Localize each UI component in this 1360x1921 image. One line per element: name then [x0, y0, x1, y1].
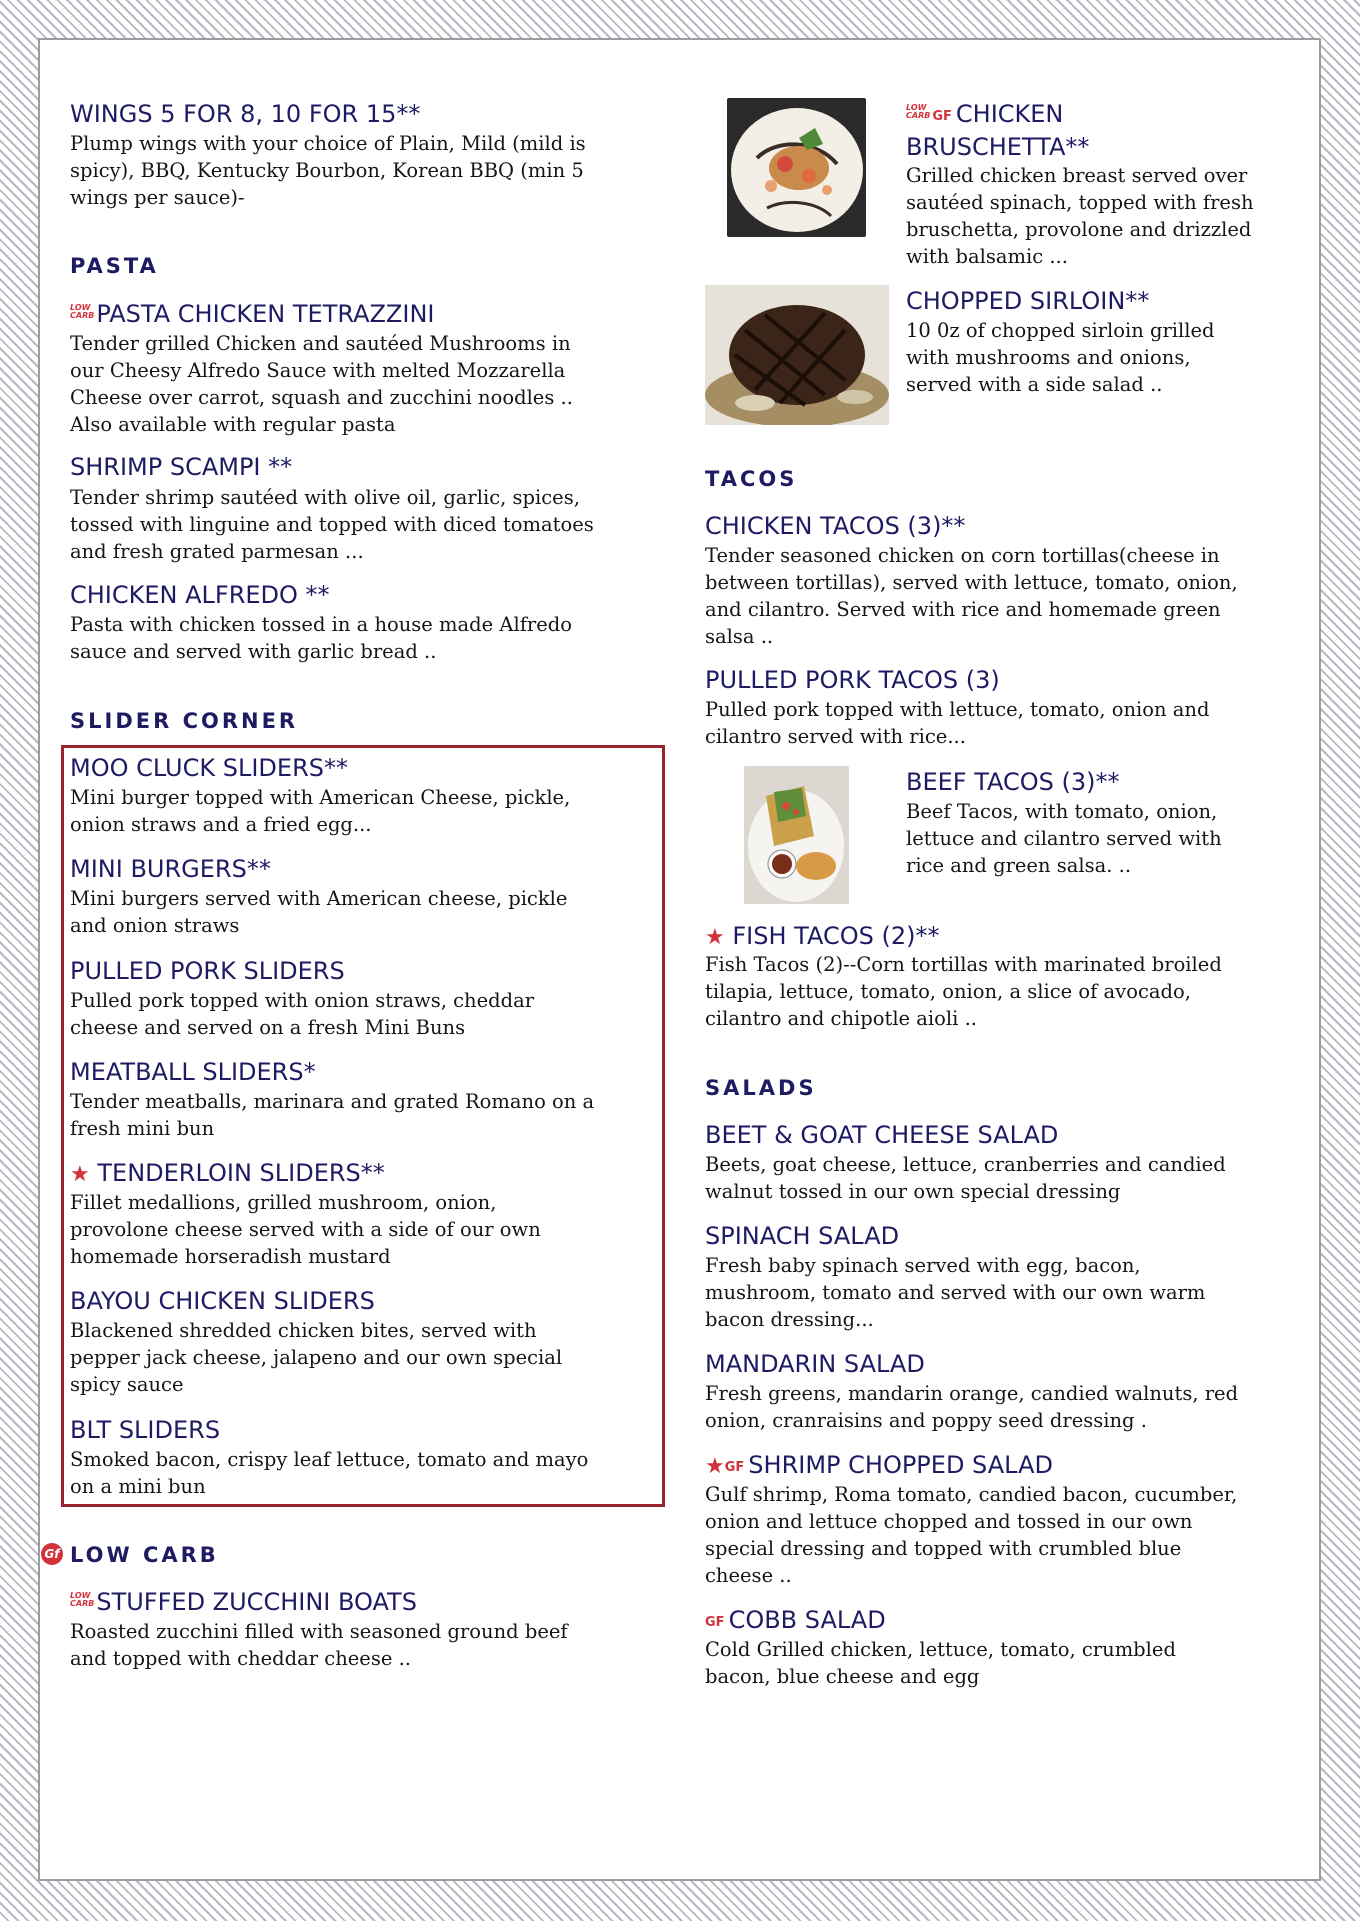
gf-icon: GF — [705, 1615, 725, 1630]
item-title-tenderloin-sliders: ★ TENDERLOIN SLIDERS** — [70, 1159, 385, 1187]
gf-icon: GF — [724, 1460, 745, 1475]
item-title-meatball-sliders: MEATBALL SLIDERS* — [70, 1058, 316, 1086]
item-title-beef-tacos: BEEF TACOS (3)** — [906, 768, 1120, 796]
item-title-chicken-tacos: CHICKEN TACOS (3)** — [705, 512, 966, 540]
item-title-spinach-salad: SPINACH SALAD — [705, 1222, 900, 1250]
salads-heading: SALADS — [705, 1076, 817, 1100]
item-desc-fish-tacos: Fish Tacos (2)--Corn tortillas with marinated broiled tilapia, lettuce, tomato, onion, a slice of avocado, cilantro and chipotle aioli .. — [705, 953, 1222, 1030]
item-desc-mandarin-salad: Fresh greens, mandarin orange, candied walnuts, red onion, cranraisins and poppy seed dressing . — [705, 1382, 1239, 1432]
tacos-heading: TACOS — [705, 467, 798, 491]
item-title-chicken-alfredo: CHICKEN ALFREDO ** — [70, 581, 330, 609]
item-desc-moo-cluck: Mini burger topped with American Cheese, pickle, onion straws and a fried egg... — [70, 786, 571, 836]
item-desc-shrimp-chopped: Gulf shrimp, Roma tomato, candied bacon, cucumber, onion and lettuce chopped and tossed in our own special dressing and topped with crumbled blue cheese .. — [705, 1483, 1238, 1587]
item-desc-tenderloin-sliders: Fillet medallions, grilled mushroom, onion, provolone cheese served with a side of our own homemade horseradish mustard — [70, 1191, 541, 1268]
item-title-mini-burgers: MINI BURGERS** — [70, 855, 271, 883]
item-title-cobb-salad: GF COBB SALAD — [705, 1605, 886, 1638]
item-title-fish-tacos: ★ FISH TACOS (2)** — [705, 922, 940, 950]
item-title-pulled-pork-tacos: PULLED PORK TACOS (3) — [705, 666, 1000, 694]
item-desc-zucchini-boats: Roasted zucchini filled with seasoned ground beef and topped with cheddar cheese .. — [70, 1620, 568, 1670]
item-desc-chicken-tacos: Tender seasoned chicken on corn tortillas(cheese in between tortillas), served with lettuce, tomato, onion, and cilantro. Served with rice and homemade green salsa .. — [705, 544, 1238, 648]
item-desc-meatball-sliders: Tender meatballs, marinara and grated Romano on a fresh mini bun — [70, 1090, 595, 1140]
low-carb-icon: LOW CARB — [70, 1591, 95, 1608]
item-desc-cobb-salad: Cold Grilled chicken, lettuce, tomato, crumbled bacon, blue cheese and egg — [705, 1638, 1176, 1688]
item-title-bayou-chicken: BAYOU CHICKEN SLIDERS — [70, 1287, 375, 1315]
wings-title: WINGS 5 FOR 8, 10 FOR 15** — [70, 100, 421, 128]
item-desc-spinach-salad: Fresh baby spinach served with egg, bacon, mushroom, tomato and served with our own warm bacon dressing... — [705, 1254, 1206, 1331]
star-icon: ★ — [70, 1162, 90, 1187]
item-desc-beet-goat: Beets, goat cheese, lettuce, cranberries and candied walnut tossed in our own special dressing — [705, 1153, 1226, 1203]
item-title-shrimp-scampi: SHRIMP SCAMPI ** — [70, 453, 293, 481]
item-desc-pulled-pork-sliders: Pulled pork topped with onion straws, cheddar cheese and served on a fresh Mini Buns — [70, 989, 535, 1039]
sirloin-photo — [705, 285, 889, 425]
item-desc-blt-sliders: Smoked bacon, crispy leaf lettuce, tomato and mayo on a mini bun — [70, 1448, 589, 1498]
item-desc-tetrazzini: Tender grilled Chicken and sautéed Mushrooms in our Cheesy Alfredo Sauce with melted Mozzarella Cheese over carrot, squash and zucchini noodles .. Also available with regular pasta — [70, 332, 573, 436]
gf-icon: GF — [932, 109, 952, 124]
item-desc-pulled-pork-tacos: Pulled pork topped with lettuce, tomato, onion and cilantro served with rice... — [705, 698, 1210, 748]
item-desc-mini-burgers: Mini burgers served with American cheese, pickle and onion straws — [70, 887, 568, 937]
item-title-mandarin-salad: MANDARIN SALAD — [705, 1350, 925, 1378]
item-title-tetrazzini: LOW CARBPASTA CHICKEN TETRAZZINI — [70, 300, 435, 328]
item-title-bruschetta: LOW CARB GF CHICKEN BRUSCHETTA** — [906, 100, 1090, 161]
item-desc-bayou-chicken: Blackened shredded chicken bites, served with pepper jack cheese, jalapeno and our own special spicy sauce — [70, 1319, 563, 1396]
low-carb-icon: LOW CARB — [906, 103, 931, 120]
item-desc-beef-tacos: Beef Tacos, with tomato, onion, lettuce and cilantro served with rice and green salsa. .. — [906, 800, 1222, 877]
star-icon: ★ — [705, 925, 725, 950]
item-title-shrimp-chopped: ★GF SHRIMP CHOPPED SALAD — [705, 1450, 1053, 1483]
item-title-chopped-sirloin: CHOPPED SIRLOIN** — [906, 287, 1150, 315]
item-desc-chicken-alfredo: Pasta with chicken tossed in a house made Alfredo sauce and served with garlic bread .. — [70, 613, 573, 663]
item-title-pulled-pork-sliders: PULLED PORK SLIDERS — [70, 957, 345, 985]
beef-tacos-photo — [744, 766, 849, 904]
pasta-heading: PASTA — [70, 254, 159, 278]
item-desc-chopped-sirloin: 10 0z of chopped sirloin grilled with mushrooms and onions, served with a side salad .. — [906, 319, 1215, 396]
item-desc-shrimp-scampi: Tender shrimp sautéed with olive oil, garlic, spices, tossed with linguine and topped with diced tomatoes and fresh grated parmesan ... — [70, 486, 594, 563]
gf-circle-icon: Gf — [41, 1543, 63, 1565]
item-title-blt-sliders: BLT SLIDERS — [70, 1416, 221, 1444]
bruschetta-photo — [727, 98, 866, 237]
item-title-moo-cluck: MOO CLUCK SLIDERS** — [70, 754, 348, 782]
wings-desc: Plump wings with your choice of Plain, Mild (mild is spicy), BBQ, Kentucky Bourbon, Korean BBQ (min 5 wings per sauce)- — [70, 132, 586, 209]
item-title-beet-goat: BEET & GOAT CHEESE SALAD — [705, 1121, 1059, 1149]
low-carb-heading: LOW CARB — [70, 1543, 219, 1567]
item-desc-bruschetta: Grilled chicken breast served over sautéed spinach, topped with fresh bruschetta, provolone and drizzled with balsamic ... — [906, 164, 1254, 268]
low-carb-icon: LOW CARB — [70, 303, 95, 320]
star-icon: ★ — [705, 1454, 725, 1479]
slider-heading: SLIDER CORNER — [70, 709, 299, 733]
item-title-zucchini-boats: LOW CARBSTUFFED ZUCCHINI BOATS — [70, 1588, 417, 1616]
